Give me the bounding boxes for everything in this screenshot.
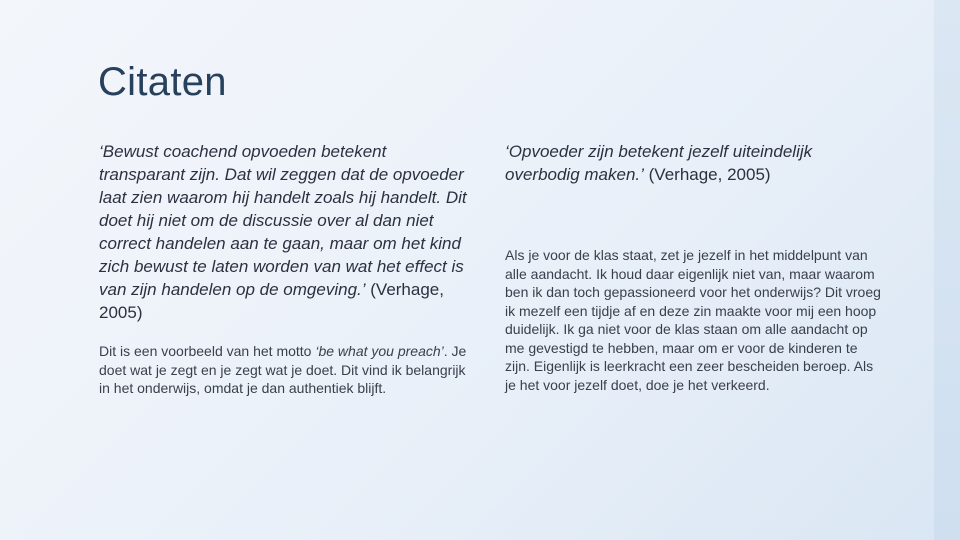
left-quote-text: ‘Bewust coachend opvoeden betekent transparant zijn. Dat wil zeggen dat de opvoeder laat zien waarom hij handelt zoals hij handelt. Dit doet hij niet om de discussie over al dan niet correct handelen aan te gaan, maar om het kind zich bewust te laten worden van wat het effect is van zijn handelen op de omgeving.’ — [99, 142, 467, 299]
left-quote-citation: (Verhage, 2005) — [99, 280, 444, 322]
right-quote-text: ‘Opvoeder zijn betekent jezelf uiteindelijk overbodig maken.’ — [505, 142, 813, 184]
left-quote — [99, 140, 469, 324]
slide-title: Citaten — [98, 60, 227, 104]
left-body-after: . Je doet wat je zegt en je zegt wat je doet. Dit vind ik belangrijk in het onderwijs, omdat je dan authentiek blijft. — [99, 343, 467, 396]
right-quote-citation: (Verhage, 2005) — [643, 165, 771, 184]
left-body-motto: ‘be what you preach’ — [315, 343, 444, 359]
right-quote — [505, 140, 883, 186]
right-body-text: Als je voor de klas staat, zet je jezelf in het middelpunt van alle aandacht. Ik houd daar eigenlijk niet van, maar waarom ben ik dan toch gepassioneerd voor het onderwijs? Dit vroeg ik mezelf een tijdje af en deze zin maakte voor mij een hoop duidelijk. Ik ga niet voor de klas staan om alle aandacht op me gevestigd te hebben, maar om er voor de kinderen te zijn. Eigenlijk is leerkracht een zeer bescheiden beroep. Als je het voor jezelf doet, doe je het verkeerd. — [505, 247, 881, 393]
right-column — [505, 140, 883, 394]
left-column — [99, 140, 469, 398]
decorative-side-band — [934, 0, 960, 540]
left-body-before: Dit is een voorbeeld van het motto — [99, 343, 316, 359]
left-body-text — [99, 342, 469, 398]
